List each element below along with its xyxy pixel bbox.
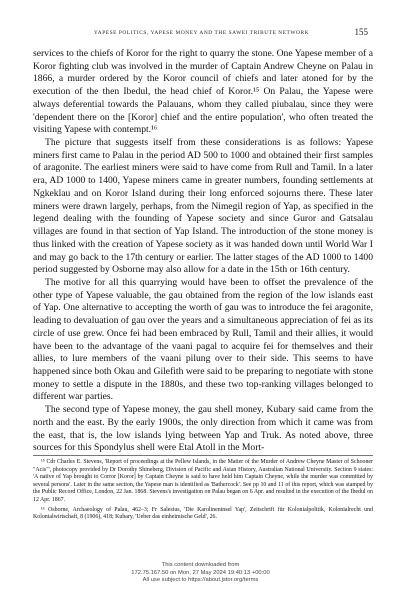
footnote-16: ¹⁶ Osborne, Archaeology of Palau, 462–3; Fr Salesius, 'Die Karolineninsel Yap', Zeitschrift für Kolonialpolitik, Kolonialrecht und Kolonialwirtschaft, 8 (1906), 418; Kubary, 'Ueber das einheimische Geld', 26. xyxy=(33,506,373,521)
paragraph: The second type of Yapese money, the gau shell money, Kubary said came from the north and the east. By the early 1900s, the only direction from which it came was from the east, that is, the low islands lying between Yap and Truk. As noted above, three sources for this Spondylus shell were Etal Atoll in the Mort- xyxy=(33,404,373,454)
footnote-divider xyxy=(33,455,373,456)
jstor-terms-line[interactable]: All use subject to https://about.jstor.org/terms xyxy=(142,577,259,584)
paragraph: The picture that suggests itself from these considerations is as follows: Yapese miners first came to Palau in the period AD 500 to 1000 and obtained their first samples of aragonite. The earliest miners were said to have come from Rull and Tamil. In a later era, AD 1000 to 1400, Yapese miners came in greater numbers, founding settlements at Ngkeklau and on Koror Island during their long enforced sojourns there. These later miners were drawn largely, perhaps, from the Nimegil region of Yap, as specified in the legend dealing with the founding of Yapese society and since Guror and Gatsalau villages are found in that section of Yap Island. The introduction of the stone money is thus linked with the creation of Yapese society as it was handed down until World War I and may go back to the 17th century or earlier. The latter stages of the AD 1000 to 1400 period suggested by Osborne may also allow for a date in the 15th or 16th century. xyxy=(33,137,373,276)
footnotes xyxy=(33,459,373,524)
body-text xyxy=(33,48,373,455)
page-number: 155 xyxy=(354,27,368,37)
footnote-15: ¹⁵ Cdr Charles E. Stevens, 'Report of proceedings at the Pellew Islands, in the Matter of the Murder of Andrew Cheyne Master of Schooner "Acis"', photocopy provided by Dr Dorothy Shineberg, Division of Pacific and Asian History, Australian National University. Section 9 states: 'A native of Yap brought to Corror [Koror] by Captain Cheyne is said to have held him Captain Cheyne, while the murder was committed by several persons'. Later in the same section, the Yapese man is identified as 'Bathercock'. See pp 10 and 11 of this report, which was stamped by the Public Record Office, London, 22 Jan. 1868. Stevens's investigation on Palau began on 6 Apr. and resulted in the execution of the Ibedul on 12 Apr. 1867. xyxy=(33,459,373,503)
jstor-download-notice xyxy=(0,562,401,585)
paragraph: The motive for all this quarrying would have been to offset the prevalence of the other type of Yapese valuable, the gau obtained from the region of the low islands east of Yap. One alternative to accepting the worth of gau was to introduce the fei aragonite, leading to devaluation of gau over the years and a simultaneous appreciation of fei as its circle of use grew. Once fei had been embraced by Rull, Tamil and their allies, it would have been to the advantage of the vaani pagal to acquire fei for themselves and their allies, to lure members of the vaani pilung over to their side. This seems to have happened since both Okau and Gilefith were said to be preparing to negotiate with stone money to settle a dispute in the 1880s, and these two top-ranking villages belonged to different war parties. xyxy=(33,276,373,403)
paragraph: services to the chiefs of Koror for the right to quarry the stone. One Yapese member of a Koror fighting club was involved in the murder of Captain Andrew Cheyne on Palau in 1866, a murder ordered by the Koror council of chiefs and later atoned for by the execution of the then Ibedul, the head chief of Koror.¹⁵ On Palau, the Yapese were always deferential towards the Palauans, whom they called piubalau, since they were 'dependent there on the [Koror] chief and the entire population', who often treated the visiting Yapese with contempt.¹⁶ xyxy=(33,48,373,136)
running-head: YAPESE POLITICS, YAPESE MONEY AND THE SAWEI TRIBUTE NETWORK xyxy=(93,30,310,36)
jstor-line-1: This content downloaded from xyxy=(161,562,240,568)
jstor-line-2: 172.75.167.50 on Mon, 27 May 2024 19:40:13 +00:00 xyxy=(131,569,270,576)
